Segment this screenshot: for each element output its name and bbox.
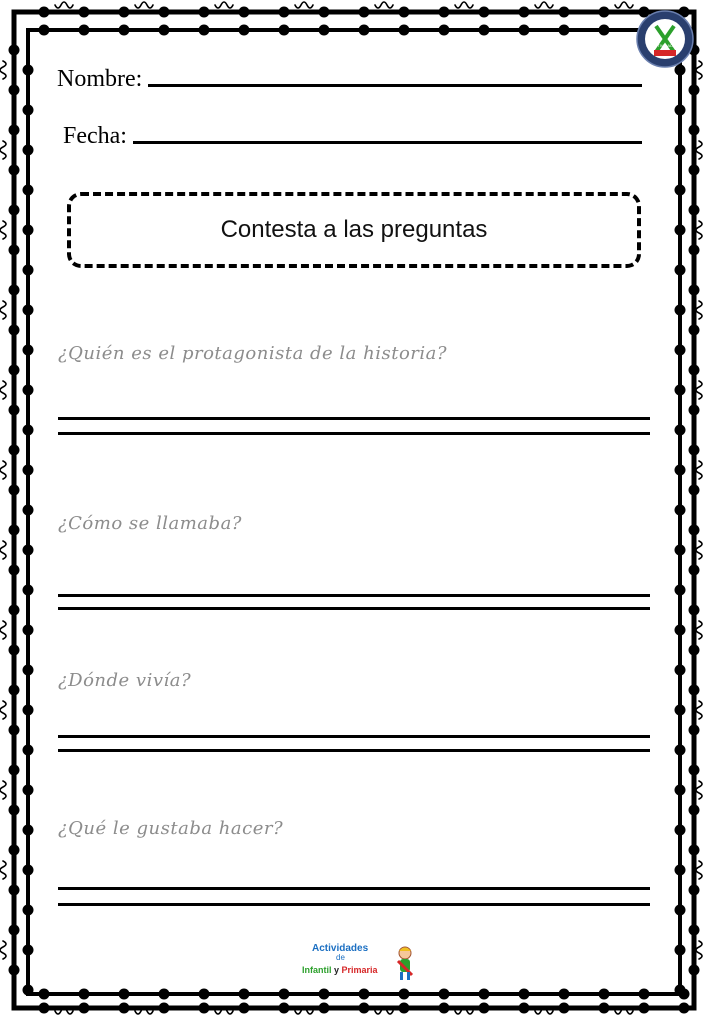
answer-line[interactable] (58, 735, 650, 738)
answer-line[interactable] (58, 607, 650, 610)
logo-text-de: de (336, 953, 345, 962)
logo-text-activities: Actividades (312, 943, 369, 954)
kid-mascot-icon (394, 945, 416, 983)
question-1: ¿Quién es el protagonista de la historia? (58, 343, 448, 364)
footer-logo (302, 943, 416, 987)
answer-line[interactable] (58, 594, 650, 597)
date-line (133, 141, 642, 144)
answer-line[interactable] (58, 749, 650, 752)
answer-line[interactable] (58, 417, 650, 420)
answer-line[interactable] (58, 903, 650, 906)
answer-line[interactable] (58, 887, 650, 890)
name-label: Nombre: (57, 66, 143, 92)
date-field[interactable] (63, 123, 642, 150)
name-line (148, 84, 642, 87)
logo-text-levels: Infantil y Primaria (302, 965, 378, 975)
question-2: ¿Cómo se llamaba? (58, 513, 242, 534)
page-title: Contesta a las preguntas (220, 216, 488, 243)
publisher-badge (636, 10, 694, 68)
badge-text: ACTIVIDADES (651, 43, 679, 48)
date-label: Fecha: (63, 123, 127, 149)
question-4: ¿Qué le gustaba hacer? (58, 818, 284, 839)
question-3: ¿Dónde vivía? (58, 670, 192, 691)
title-box (67, 192, 641, 268)
name-field[interactable] (57, 66, 642, 93)
answer-line[interactable] (58, 432, 650, 435)
